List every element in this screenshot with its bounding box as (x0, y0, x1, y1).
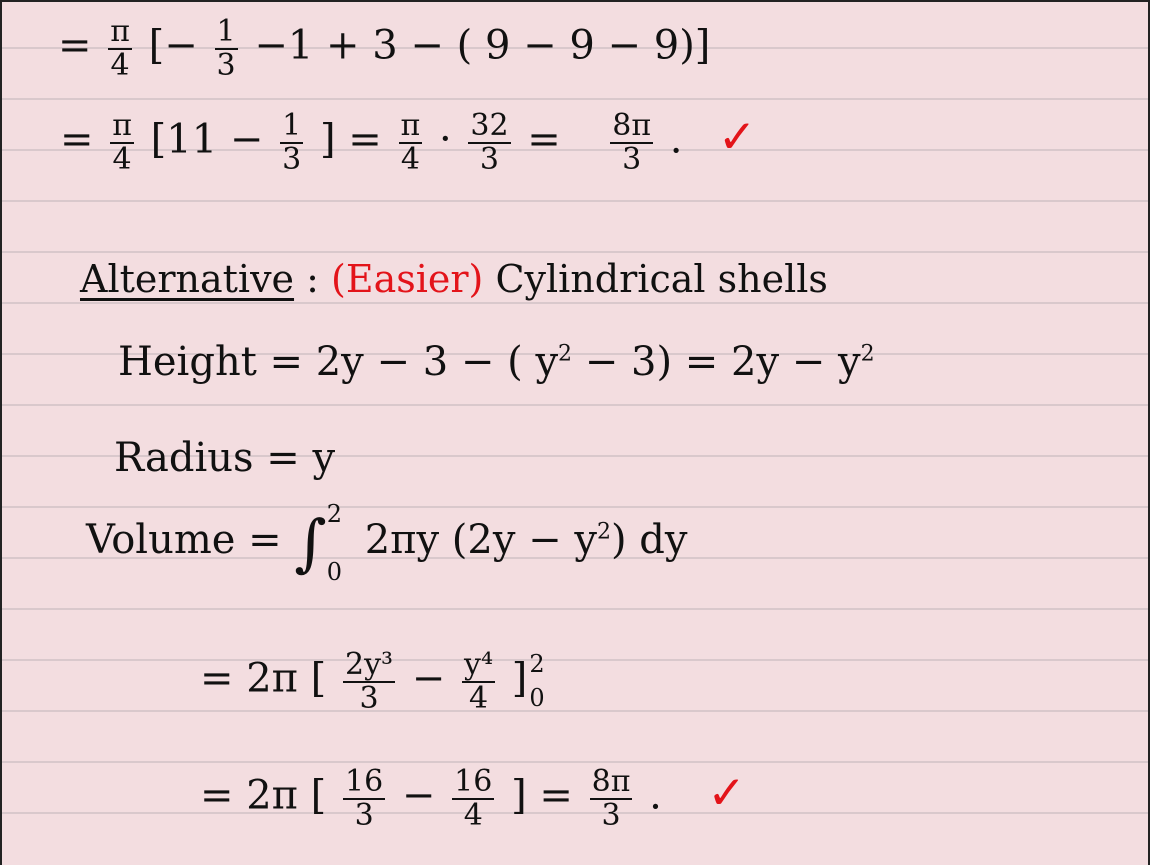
equals-sign: = (60, 116, 94, 163)
equals-sign: = (58, 22, 92, 69)
fraction-8pi-over-3: $\frac{8\pi}{3}$ (591, 764, 631, 833)
height-expression: Height = 2y − 3 − ( y (118, 339, 559, 385)
lower-limit: 0 (326, 558, 342, 586)
equation-line-1 (58, 16, 710, 81)
radius-expression: Radius = y (114, 435, 336, 481)
step-2-lead: = 2π [ (200, 772, 327, 819)
alternative-heading (80, 257, 828, 301)
fraction-16-over-3: $\frac{16}{3}$ (345, 764, 384, 833)
fraction-16-over-4: $\frac{16}{4}$ (454, 764, 493, 833)
height-line (118, 339, 875, 385)
exponent: 2 (596, 519, 611, 545)
bracket-11: [11 − (150, 116, 264, 163)
integrand: 2πy (2y − y (364, 517, 597, 563)
period: . (649, 772, 662, 819)
fraction-2y3-over-3: $\frac{\text{2y³}}{3}$ (345, 647, 394, 716)
step-1-line (200, 648, 545, 715)
fraction-8pi-over-3: $\frac{8\pi}{3}$ (612, 108, 652, 177)
fraction-one-third: $\frac{1}{3}$ (216, 14, 236, 83)
step-2-line (200, 766, 746, 831)
radius-line (114, 435, 336, 481)
height-expression-mid: − 3) = 2y − y (584, 339, 861, 385)
volume-label: Volume = (86, 517, 282, 563)
exponent: 2 (558, 341, 573, 367)
fraction-pi-over-4: $\frac{\pi}{4}$ (110, 14, 130, 83)
upper-limit: 2 (529, 650, 545, 678)
integral-limits (327, 502, 342, 584)
exponent: 2 (860, 341, 875, 367)
upper-limit: 2 (326, 500, 342, 528)
checkmark-icon: ✓ (707, 765, 746, 820)
checkmark-icon: ✓ (717, 109, 757, 164)
integral-sign: ∫ (294, 506, 327, 579)
volume-line (86, 502, 688, 584)
easier-label: (Easier) (331, 257, 484, 301)
expression-rest: −1 + 3 − ( 9 − 9 − 9)] (254, 22, 711, 69)
step-1-lead: = 2π [ (200, 655, 327, 702)
bracket-close: ] = (319, 116, 382, 163)
integrand-tail: ) dy (610, 517, 688, 563)
bracket-close-equals: ] = (511, 772, 573, 819)
method-label: Cylindrical shells (495, 257, 828, 301)
equation-line-2 (60, 110, 756, 175)
fraction-32-over-3: $\frac{32}{3}$ (470, 108, 509, 177)
colon: : (306, 257, 319, 301)
period: . (669, 116, 683, 163)
bracket-open: [− (148, 22, 198, 69)
minus-sign: − (411, 655, 446, 702)
bracket-close: ] (511, 655, 528, 702)
fraction-pi-over-4: $\frac{\pi}{4}$ (112, 108, 132, 177)
fraction-pi-over-4-b: $\frac{\pi}{4}$ (400, 108, 421, 177)
fraction-y4-over-4: $\frac{\text{y⁴}}{4}$ (464, 647, 494, 716)
alternative-label: Alternative (80, 257, 295, 301)
minus-sign: − (401, 772, 436, 819)
evaluation-limits (529, 648, 544, 715)
lower-limit: 0 (529, 683, 545, 712)
equals-sign-2: = (527, 116, 561, 163)
fraction-one-third: $\frac{1}{3}$ (282, 108, 302, 177)
multiply-dot: · (438, 116, 452, 163)
